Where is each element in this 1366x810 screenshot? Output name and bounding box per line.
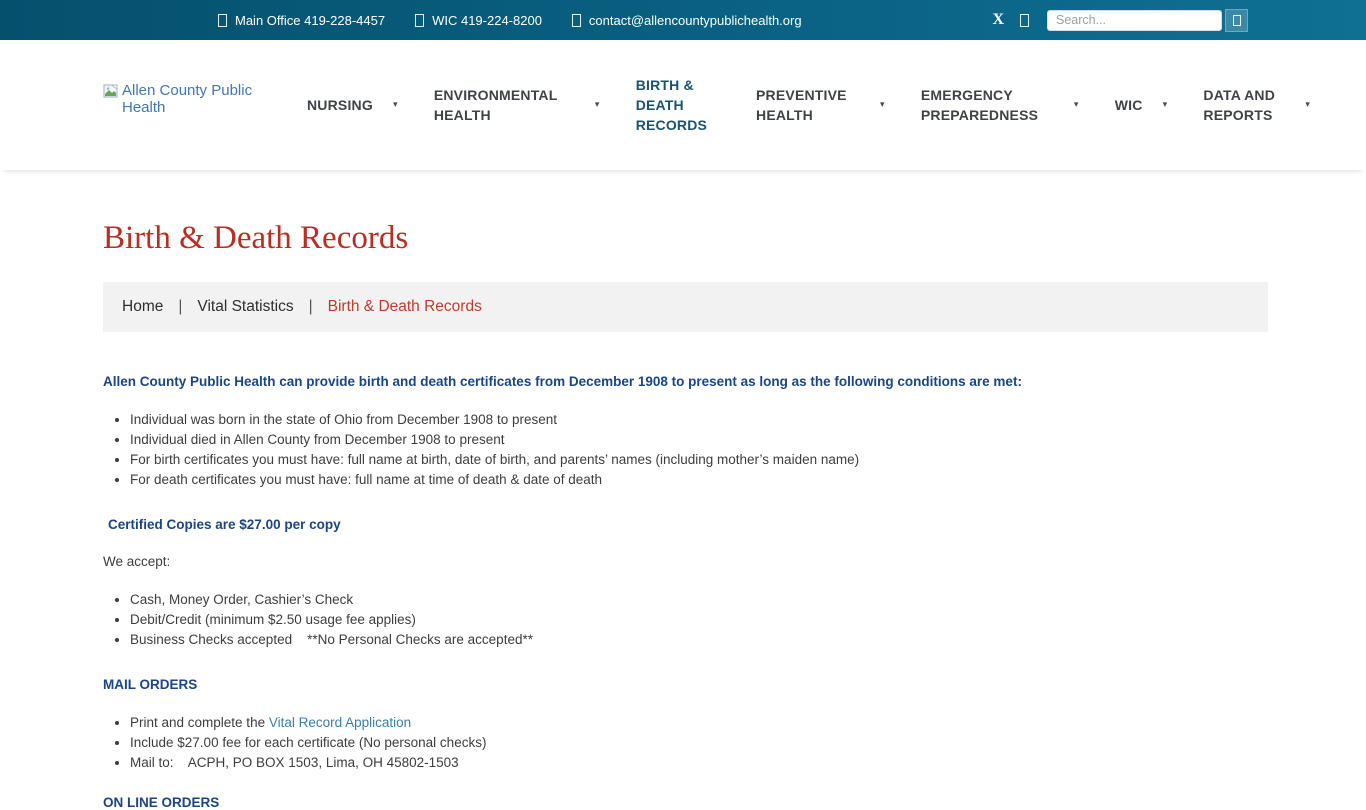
list-item: • Individual died in Allen County from December 1908 to present — [130, 430, 1268, 450]
chevron-down-icon: ▾ — [392, 99, 398, 110]
list-item: • Include $27.00 fee for each certificate (No personal checks) — [130, 733, 1268, 753]
nav-item-data-and-reports[interactable]: DATA AND REPORTS ▾ — [1203, 86, 1310, 123]
main-content — [98, 220, 1268, 810]
search-input[interactable] — [1047, 10, 1222, 31]
site-logo-text: Allen County Public Health — [122, 82, 253, 116]
intro-heading: Allen County Public Health can provide birth and death certificates from December 1908 to present as long as the following conditions are met: — [103, 374, 1022, 389]
nav-item-birth-death-records[interactable]: BIRTH & DEATH RECORDS — [635, 76, 708, 134]
breadcrumb-separator: | — [178, 298, 183, 315]
breadcrumb — [103, 282, 1268, 332]
wic-phone-text: WIC 419-224-8200 — [432, 12, 542, 28]
breadcrumb-home-link[interactable]: Home — [122, 298, 164, 315]
online-orders-heading: ON LINE ORDERS — [103, 795, 220, 810]
phone-icon — [218, 14, 227, 27]
contact-email-text: contact@allencountypublichealth.org — [588, 12, 802, 28]
search-icon — [1233, 15, 1241, 26]
list-item: • For death certificates you must have: full name at time of death & date of death — [130, 470, 1268, 490]
main-nav — [307, 75, 1310, 136]
phone-icon — [415, 14, 424, 27]
nav-item-preventive-health[interactable]: PREVENTIVE HEALTH ▾ — [756, 86, 885, 123]
list-item — [130, 713, 1268, 733]
topbar-contacts — [218, 13, 802, 28]
list-item: • Individual was born in the state of Ohio from December 1908 to present — [130, 410, 1268, 430]
facebook-icon[interactable] — [1020, 14, 1029, 27]
site-logo[interactable] — [103, 82, 289, 116]
contact-email-link[interactable] — [572, 13, 802, 28]
price-line: Certified Copies are $27.00 per copy — [108, 517, 341, 532]
chevron-down-icon: ▾ — [1162, 99, 1168, 110]
page-body — [103, 374, 1268, 810]
topbar — [0, 0, 1366, 40]
breadcrumb-current: Birth & Death Records — [327, 298, 482, 315]
main-office-phone-link[interactable] — [218, 13, 385, 28]
mail-orders-heading: MAIL ORDERS — [103, 677, 198, 692]
list-item: • Cash, Money Order, Cashier’s Check — [130, 590, 1268, 610]
nav-item-environmental-health[interactable]: ENVIRONMENTAL HEALTH ▾ — [433, 86, 600, 123]
mail-orders-list — [103, 713, 1268, 773]
vital-record-application-link[interactable]: Vital Record Application — [268, 715, 412, 730]
list-item: • Debit/Credit (minimum $2.50 usage fee applies) — [130, 610, 1268, 630]
chevron-down-icon: ▾ — [594, 99, 600, 110]
chevron-down-icon: ▾ — [1073, 99, 1079, 110]
page-title: Birth & Death Records — [103, 220, 409, 256]
nav-item-emergency-preparedness[interactable]: EMERGENCY PREPAREDNESS ▾ — [920, 86, 1079, 123]
wic-phone-link[interactable] — [415, 13, 542, 28]
main-office-phone-text: Main Office 419-228-4457 — [235, 12, 386, 28]
mail-orders-item-prefix: Print and complete the — [130, 715, 269, 730]
nav-item-nursing[interactable]: NURSING ▾ — [307, 96, 398, 113]
payment-methods-list — [103, 590, 1268, 650]
chevron-down-icon: ▾ — [880, 99, 885, 110]
search-button[interactable] — [1225, 9, 1248, 32]
breadcrumb-vital-statistics-link[interactable]: Vital Statistics — [197, 298, 294, 315]
email-icon — [572, 14, 581, 27]
chevron-down-icon: ▾ — [1305, 99, 1310, 110]
breadcrumb-separator: | — [308, 298, 313, 315]
list-item: • For birth certificates you must have: full name at birth, date of birth, and parents’ names (including mother’s maiden name) — [130, 450, 1268, 470]
nav-item-wic[interactable]: WIC ▾ — [1114, 96, 1168, 113]
list-item: • Business Checks accepted **No Personal Checks are accepted** — [130, 630, 1268, 650]
site-header — [0, 40, 1366, 170]
we-accept-label: We accept: — [103, 554, 171, 569]
list-item: • Mail to: ACPH, PO BOX 1503, Lima, OH 45802-1503 — [130, 753, 1268, 773]
x-twitter-icon[interactable]: X — [992, 11, 1004, 28]
broken-image-icon — [103, 83, 119, 99]
conditions-list — [103, 410, 1268, 490]
